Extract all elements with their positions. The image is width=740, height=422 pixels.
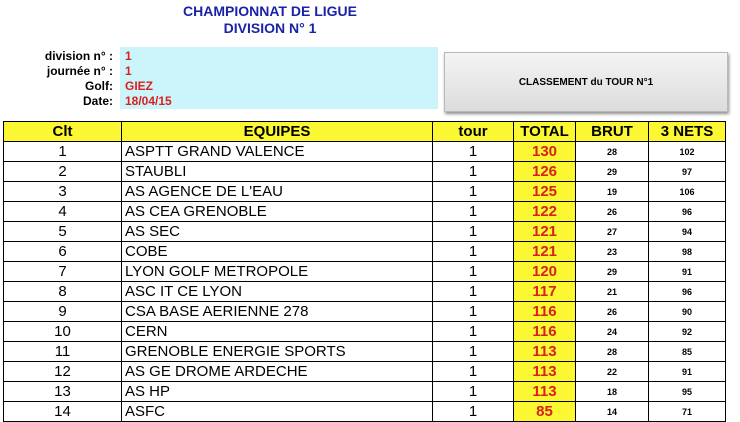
cell-tour[interactable]: 1 xyxy=(433,362,514,382)
cell-equipe[interactable]: GRENOBLE ENERGIE SPORTS xyxy=(122,342,433,362)
cell-nets[interactable]: 90 xyxy=(649,302,726,322)
cell-equipe[interactable]: AS GE DROME ARDECHE xyxy=(122,362,433,382)
cell-brut[interactable]: 18 xyxy=(576,382,649,402)
cell-clt[interactable]: 6 xyxy=(4,242,122,262)
cell-equipe[interactable]: AS AGENCE DE L'EAU xyxy=(122,182,433,202)
cell-clt[interactable]: 5 xyxy=(4,222,122,242)
cell-nets[interactable]: 95 xyxy=(649,382,726,402)
cell-equipe[interactable]: AS SEC xyxy=(122,222,433,242)
cell-nets[interactable]: 96 xyxy=(649,282,726,302)
cell-clt[interactable]: 11 xyxy=(4,342,122,362)
golf-label: Golf: xyxy=(85,79,113,93)
cell-equipe[interactable]: AS HP xyxy=(122,382,433,402)
cell-clt[interactable]: 13 xyxy=(4,382,122,402)
table-row[interactable] xyxy=(4,302,726,322)
table-row[interactable] xyxy=(4,322,726,342)
cell-clt[interactable]: 8 xyxy=(4,282,122,302)
table-row[interactable] xyxy=(4,382,726,402)
table-row[interactable] xyxy=(4,222,726,242)
cell-nets[interactable]: 102 xyxy=(649,142,726,162)
cell-total[interactable]: 85 xyxy=(514,402,576,422)
cell-clt[interactable]: 14 xyxy=(4,402,122,422)
table-row[interactable] xyxy=(4,142,726,162)
cell-tour[interactable]: 1 xyxy=(433,262,514,282)
cell-clt[interactable]: 1 xyxy=(4,142,122,162)
cell-equipe[interactable]: COBE xyxy=(122,242,433,262)
cell-total[interactable]: 117 xyxy=(514,282,576,302)
cell-nets[interactable]: 85 xyxy=(649,342,726,362)
cell-clt[interactable]: 10 xyxy=(4,322,122,342)
cell-nets[interactable]: 98 xyxy=(649,242,726,262)
page-title: CHAMPIONNAT DE LIGUE xyxy=(183,3,357,19)
cell-brut[interactable]: 22 xyxy=(576,362,649,382)
cell-brut[interactable]: 29 xyxy=(576,262,649,282)
info-panel xyxy=(4,47,438,109)
cell-nets[interactable]: 97 xyxy=(649,162,726,182)
cell-brut[interactable]: 26 xyxy=(576,202,649,222)
table-header-row xyxy=(4,122,726,142)
table-row[interactable] xyxy=(4,342,726,362)
cell-nets[interactable]: 91 xyxy=(649,262,726,282)
info-row-division xyxy=(4,49,438,64)
cell-tour[interactable]: 1 xyxy=(433,242,514,262)
cell-tour[interactable]: 1 xyxy=(433,182,514,202)
cell-nets[interactable]: 91 xyxy=(649,362,726,382)
cell-total[interactable]: 121 xyxy=(514,242,576,262)
cell-total[interactable]: 126 xyxy=(514,162,576,182)
cell-total[interactable]: 113 xyxy=(514,342,576,362)
info-row-date xyxy=(4,94,438,109)
classement-button[interactable]: CLASSEMENT du TOUR N°1 xyxy=(444,52,728,112)
cell-brut[interactable]: 29 xyxy=(576,162,649,182)
cell-total[interactable]: 116 xyxy=(514,322,576,342)
column-header-total[interactable]: TOTAL xyxy=(514,122,576,142)
table-row[interactable] xyxy=(4,262,726,282)
journee-label: journée n° : xyxy=(46,64,113,78)
cell-tour[interactable]: 1 xyxy=(433,162,514,182)
cell-brut[interactable]: 28 xyxy=(576,142,649,162)
column-header-clt[interactable]: Clt xyxy=(4,122,122,142)
cell-brut[interactable]: 14 xyxy=(576,402,649,422)
cell-nets[interactable]: 71 xyxy=(649,402,726,422)
cell-brut[interactable]: 23 xyxy=(576,242,649,262)
cell-tour[interactable]: 1 xyxy=(433,142,514,162)
golf-value[interactable]: GIEZ xyxy=(125,79,154,93)
column-header-brut[interactable]: BRUT xyxy=(576,122,649,142)
cell-equipe[interactable]: ASC IT CE LYON xyxy=(122,282,433,302)
cell-total[interactable]: 130 xyxy=(514,142,576,162)
division-label: division n° : xyxy=(44,49,113,63)
cell-total[interactable]: 113 xyxy=(514,362,576,382)
table-row[interactable] xyxy=(4,162,726,182)
cell-tour[interactable]: 1 xyxy=(433,342,514,362)
cell-tour[interactable]: 1 xyxy=(433,282,514,302)
cell-brut[interactable]: 19 xyxy=(576,182,649,202)
column-header-tour[interactable]: tour xyxy=(433,122,514,142)
cell-nets[interactable]: 106 xyxy=(649,182,726,202)
cell-clt[interactable]: 9 xyxy=(4,302,122,322)
table-row[interactable] xyxy=(4,182,726,202)
cell-total[interactable]: 125 xyxy=(514,182,576,202)
cell-tour[interactable]: 1 xyxy=(433,302,514,322)
cell-clt[interactable]: 4 xyxy=(4,202,122,222)
cell-nets[interactable]: 96 xyxy=(649,202,726,222)
cell-equipe[interactable]: STAUBLI xyxy=(122,162,433,182)
cell-equipe[interactable]: LYON GOLF METROPOLE xyxy=(122,262,433,282)
cell-tour[interactable]: 1 xyxy=(433,402,514,422)
cell-clt[interactable]: 3 xyxy=(4,182,122,202)
cell-tour[interactable]: 1 xyxy=(433,202,514,222)
table-row[interactable] xyxy=(4,362,726,382)
cell-nets[interactable]: 92 xyxy=(649,322,726,342)
results-table xyxy=(3,121,726,422)
info-row-golf xyxy=(4,79,438,94)
cell-equipe[interactable]: ASPTT GRAND VALENCE xyxy=(122,142,433,162)
cell-equipe[interactable]: CERN xyxy=(122,322,433,342)
cell-brut[interactable]: 24 xyxy=(576,322,649,342)
cell-equipe[interactable]: ASFC xyxy=(122,402,433,422)
cell-total[interactable]: 122 xyxy=(514,202,576,222)
cell-nets[interactable]: 94 xyxy=(649,222,726,242)
cell-tour[interactable]: 1 xyxy=(433,382,514,402)
column-header-equipes[interactable]: EQUIPES xyxy=(122,122,433,142)
table-row[interactable] xyxy=(4,282,726,302)
cell-brut[interactable]: 27 xyxy=(576,222,649,242)
cell-total[interactable]: 113 xyxy=(514,382,576,402)
cell-total[interactable]: 120 xyxy=(514,262,576,282)
info-row-journee xyxy=(4,64,438,79)
date-label: Date: xyxy=(82,94,113,108)
date-value[interactable]: 18/04/15 xyxy=(125,94,172,108)
cell-equipe[interactable]: CSA BASE AERIENNE 278 xyxy=(122,302,433,322)
cell-brut[interactable]: 28 xyxy=(576,342,649,362)
column-header-nets[interactable]: 3 NETS xyxy=(649,122,726,142)
cell-total[interactable]: 116 xyxy=(514,302,576,322)
cell-tour[interactable]: 1 xyxy=(433,222,514,242)
page-subtitle: DIVISION N° 1 xyxy=(223,20,317,36)
cell-clt[interactable]: 2 xyxy=(4,162,122,182)
journee-value[interactable]: 1 xyxy=(125,64,132,78)
cell-total[interactable]: 121 xyxy=(514,222,576,242)
cell-clt[interactable]: 7 xyxy=(4,262,122,282)
cell-clt[interactable]: 12 xyxy=(4,362,122,382)
division-value[interactable]: 1 xyxy=(125,49,132,63)
table-row[interactable] xyxy=(4,202,726,222)
table-row[interactable] xyxy=(4,242,726,262)
cell-brut[interactable]: 26 xyxy=(576,302,649,322)
cell-equipe[interactable]: AS CEA GRENOBLE xyxy=(122,202,433,222)
cell-tour[interactable]: 1 xyxy=(433,322,514,342)
cell-brut[interactable]: 21 xyxy=(576,282,649,302)
